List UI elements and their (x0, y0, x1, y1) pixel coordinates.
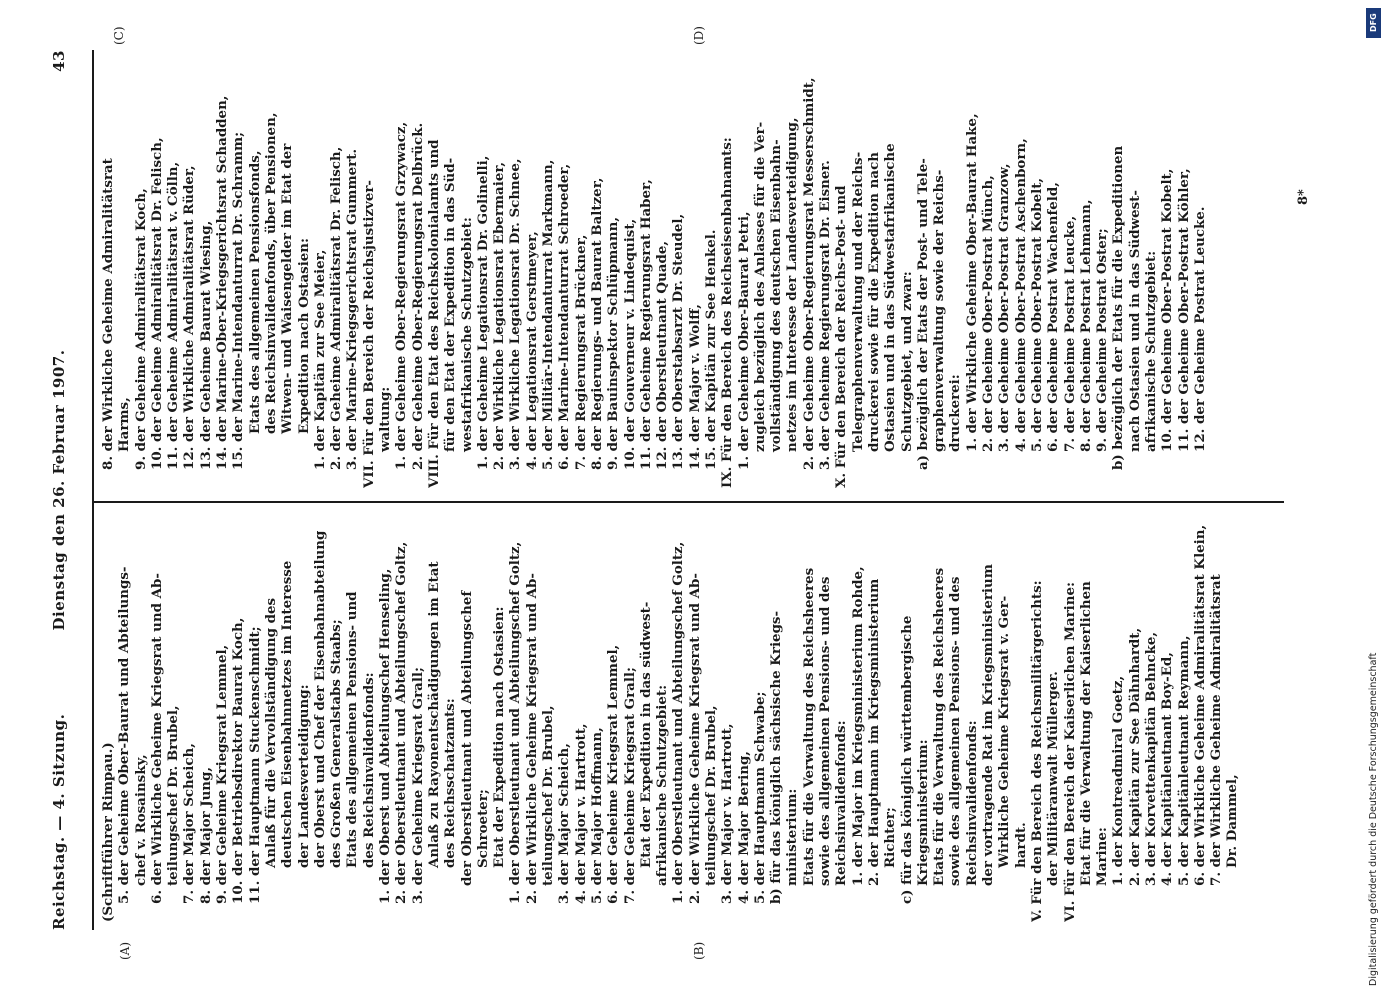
text-line: 11. der Geheime Ober-Postrat Köhler, (1175, 168, 1192, 452)
text-line: 6. der Wirkliche Geheime Admiralitätsrat Klein, (1191, 524, 1208, 886)
text-line: sowie des allgemeinen Pensions- und des (817, 576, 834, 886)
text-line: 10. der Gouverneur v. Lindequist, (621, 218, 638, 470)
text-line: Dr. Dammel, (1224, 774, 1241, 868)
text-line: b) bezüglich der Etats für die Expeditionen (1110, 145, 1127, 470)
text-line: 2. der Oberstleutnant und Abteilungschef Goltz, (393, 541, 410, 904)
text-line: 1. der Oberstleutnant und Abteilungschef Goltz, (507, 541, 524, 904)
text-line: VI. Für den Bereich der Kaiserlichen Marine: (1061, 582, 1078, 922)
text-line: der Militäranwalt Müllerger. (1045, 671, 1062, 886)
digitization-notice (1366, 6, 1382, 991)
text-line: 6. der Geheime Kriegsrat Lemmel, (605, 644, 622, 904)
text-line: 4. der Kapitänleutnant Boy-Ed, (1159, 652, 1176, 886)
text-line: 8. der Geheime Postrat Lehmann, (1077, 199, 1094, 452)
text-line: IX. Für den Bereich des Reichseisenbahnamts: (719, 137, 736, 488)
text-line: teilungschef Dr. Brubel, (540, 705, 557, 886)
text-line: 12. der Wirkliche Admiralitätsrat Rüder, (181, 165, 198, 470)
text-line: zugleich bezüglich des Anlasses für die Ver- (751, 121, 768, 452)
left-column (100, 507, 1241, 922)
text-line: b) für das königlich sächsische Kriegs- (768, 610, 785, 904)
text-line: 10. der Geheime Ober-Postrat Kobelt, (1159, 168, 1176, 452)
text-line: 6. der Marine-Intendanturrat Schroeder, (556, 163, 573, 470)
page-number: 43 (50, 50, 68, 72)
text-line: Telegraphenverwaltung und der Reichs- (849, 151, 866, 452)
text-line: 9. der Geheime Kriegsrat Lemmel, (214, 644, 231, 904)
text-line: 5. der Kapitänleutnant Reymann, (1175, 635, 1192, 886)
text-line: 9. der Geheime Admiralitätsrat Koch, (132, 188, 149, 470)
text-line: Schutzgebiet, und zwar: (898, 271, 915, 452)
text-line: der Oberstleutnant und Abteilungschef (458, 590, 475, 886)
text-line: VII. Für den Bereich der Reichsjustizver- (360, 180, 377, 488)
text-line: 3. der Marine-Kriegsgerichtsrat Gummert. (344, 148, 361, 470)
text-line: 11. der Geheime Admiralitätsrat v. Cölln, (165, 161, 182, 470)
text-line: 2. der Wirkliche Legationsrat Ebermaier, (491, 161, 508, 470)
text-line: vollständigung des deutschen Eisenbahn- (768, 139, 785, 452)
text-line: nach Ostasien und in das Südwest- (1126, 190, 1143, 452)
header-rule (92, 50, 94, 930)
text-line: teilungschef Dr. Brubel, (165, 705, 182, 886)
text-line: Etats des allgemeinen Pensionsfonds, (246, 150, 263, 434)
text-line: 1. der Kontreadmiral Goetz, (1110, 675, 1127, 886)
text-line: 10. der Betriebsdirektor Baurat Koch, (230, 617, 247, 904)
text-line: für den Etat der Expedition in das Süd- (442, 157, 459, 452)
text-line: westafrikanische Schutzgebiet: (458, 217, 475, 452)
text-line: des Reichsschatzamts: (442, 698, 459, 868)
text-line: 14. der Major v. Wolff, (686, 304, 703, 470)
text-line: 10. der Geheime Admiralitätsrat Dr. Felisch, (148, 137, 165, 470)
right-column (100, 73, 1208, 488)
text-line: teilungschef Dr. Brubel, (702, 705, 719, 886)
text-line: Ostasien und in das Südwestafrikanische (882, 143, 899, 452)
text-line: 3. der Geheime Regierungsrat Dr. Eisner. (817, 160, 834, 470)
text-line: c) für das königlich württembergische (898, 615, 915, 904)
text-line: Etat der Expedition in das südwest- (637, 601, 654, 868)
text-line: Etats für die Verwaltung des Reichsheeres (931, 567, 948, 886)
text-line: VIII. Für den Etat des Reichskolonialamts und (425, 139, 442, 488)
text-line: 1. der Geheime Ober-Baurat Petri, (735, 211, 752, 470)
margin-letter-d: (D) (692, 26, 706, 45)
text-line: Etats des allgemeinen Pensions- und (344, 591, 361, 868)
text-line: des Großen Generalstabs Staabs; (328, 619, 345, 868)
text-line: 3. der Wirkliche Legationsrat Dr. Schnee, (507, 158, 524, 470)
text-line: 1. der Major im Kriegsministerium Rohde, (849, 566, 866, 886)
text-line: Richter; (882, 807, 899, 868)
text-line: deutschen Eisenbahnnetzes im Interesse (279, 560, 296, 868)
text-line: 1. der Geheime Ober-Regierungsrat Grzywacz, (393, 121, 410, 470)
text-line: X. Für den Bereich der Reichs-Post- und (833, 185, 850, 488)
text-line: waltung: (377, 386, 394, 452)
text-line: 4. der Major v. Hartrott, (572, 723, 589, 904)
text-line: Etat für die Verwaltung der Kaiserlichen (1077, 581, 1094, 886)
text-line: afrikanische Schutzgebiet: (654, 684, 671, 886)
text-line: Expedition nach Ostasien: (295, 238, 312, 434)
text-line: 11. der Geheime Regierungsrat Haber, (637, 179, 654, 470)
text-line: druckerei sowie für die Expedition nach (865, 152, 882, 452)
text-line: des Reichsinvalidenfonds: (360, 672, 377, 868)
text-line: der Landesverteidigung: (295, 684, 312, 868)
text-line: 5. der Hauptmann Schwabe; (751, 691, 768, 904)
text-line: 4. der Legationsrat Gerstmeyer, (523, 231, 540, 470)
text-line: 15. der Marine-Intendanturrat Dr. Schramm; (230, 131, 247, 470)
text-line: 5. der Geheime Ober-Postrat Kobelt, (1028, 177, 1045, 452)
text-line: sowie des allgemeinen Pensions- und des (947, 576, 964, 886)
text-line: 8. der Regierungs- und Baurat Baltzer, (588, 177, 605, 470)
text-line: 1. der Wirkliche Geheime Ober-Baurat Hake, (963, 113, 980, 452)
text-line: 2. der Hauptmann im Kriegsministerium (865, 578, 882, 886)
dfg-logo: DFG (1366, 8, 1381, 38)
text-line: 2. der Geheime Ober-Regierungsrat Delbrück. (409, 122, 426, 470)
text-line: chef v. Rosainsky, (132, 754, 149, 886)
text-line: 6. der Wirkliche Geheime Kriegsrat und Ab- (148, 573, 165, 904)
text-line: 9. der Bauinspektor Schlüpmann, (605, 216, 622, 470)
text-line: 12. der Geheime Postrat Leucke. (1191, 206, 1208, 452)
text-line: 5. der Geheime Ober-Baurat und Abteilungs- (116, 566, 133, 904)
text-line: 5. der Major Hoffmann, (588, 727, 605, 904)
text-line: 2. der Wirkliche Geheime Kriegsrat und Ab- (686, 573, 703, 904)
text-line: Etats für die Verwaltung des Reichsheeres (800, 567, 817, 886)
text-line: 7. der Wirkliche Geheime Admiralitätsrat (1208, 574, 1225, 886)
text-line: 14. der Marine-Ober-Kriegsgerichtsrat Schadden, (214, 95, 231, 470)
text-line: 8. der Wirkliche Geheime Admiralitätsrat (100, 158, 116, 470)
text-line: 3. der Geheime Kriegsrat Grall; (409, 667, 426, 904)
text-line: Harms, (116, 397, 133, 452)
text-line: 2. der Geheime Admiralitätsrat Dr. Felisch, (328, 146, 345, 470)
text-line: 7. der Geheime Kriegsrat Grall; (621, 667, 638, 904)
text-line: Anlaß zu Rayonentschädigungen im Etat (425, 561, 442, 868)
text-line: 3. der Major v. Hartrott, (719, 723, 736, 904)
text-line: Anlaß für die Vervollständigung des (262, 597, 279, 868)
text-line: des Reichsinvalidenfonds, über Pensionen, (262, 112, 279, 434)
text-line: 5. der Militär-Intendanturrat Markmann, (540, 159, 557, 470)
sheet-signature: 8* (1296, 189, 1311, 205)
text-line: 3. der Major Scheich, (556, 743, 573, 904)
text-line: 7. der Geheime Postrat Leucke, (1061, 215, 1078, 452)
text-line: 1. der Oberst und Abteilungschef Henseling, (377, 568, 394, 904)
text-line: 4. der Geheime Ober-Postrat Aschenborn, (1012, 138, 1029, 452)
text-line: 11. der Hauptmann Stuckenschmidt; (246, 626, 263, 904)
text-line: Kriegsministerium: (914, 739, 931, 886)
text-line: 4. der Major Bering, (735, 751, 752, 904)
page-header (50, 50, 80, 930)
text-line: Reichsinvalidenfonds: (963, 720, 980, 886)
text-line: graphenverwaltung sowie der Reichs- (931, 169, 948, 452)
text-line: a) bezüglich der Etats der Post- und Tele- (914, 158, 931, 470)
header-date: Dienstag den 26. Februar 1907. (50, 349, 68, 631)
text-line: 2. der Wirkliche Geheime Kriegsrat und Ab- (523, 573, 540, 904)
text-line: Marine: (1094, 827, 1111, 886)
text-line: 7. der Regierungsrat Brückner, (572, 234, 589, 470)
text-line: ministerium: (784, 788, 801, 886)
text-line: der Oberst und Chef der Eisenbahnabteilung (311, 530, 328, 868)
margin-letter-c: (C) (112, 26, 126, 45)
text-line: Schroeter; (474, 789, 491, 868)
text-line: 9. der Geheime Postrat Oster; (1094, 228, 1111, 452)
text-line: 13. der Oberstabsarzt Dr. Steudel, (670, 213, 687, 470)
margin-letter-a: (A) (118, 941, 132, 960)
text-line: 1. der Geheime Legationsrat Dr. Golinelli, (474, 155, 491, 470)
text-line: hardt. (1012, 822, 1029, 868)
text-line: 3. der Geheime Ober-Postrat Granzow, (996, 163, 1013, 452)
text-line: V. Für den Bereich des Reichsmilitärgerichts: (1028, 580, 1045, 922)
text-line: 2. der Kapitän zur See Dähnhardt, (1126, 627, 1143, 886)
text-line: Etat der Expedition nach Ostasien: (491, 606, 508, 868)
text-line: (Schriftführer Rimpau.) (100, 742, 116, 922)
text-line: 2. der Geheime Ober-Regierungsrat Messerschmidt, (800, 77, 817, 470)
text-line: 8. der Major Jung, (197, 766, 214, 904)
column-divider (94, 501, 1284, 503)
text-line: 6. der Geheime Postrat Wachenfeld, (1045, 182, 1062, 452)
text-line: Witwen- und Waisengelder im Etat der (279, 143, 296, 434)
text-line: 15. der Kapitän zur See Henkel. (702, 229, 719, 470)
text-line: druckerei: (947, 374, 964, 452)
header-session: Reichstag. — 4. Sitzung. (50, 713, 68, 930)
notice-text: Digitalisierung gefördert durch die Deutsche Forschungsgemeinschaft (1368, 652, 1379, 986)
text-line: afrikanische Schutzgebiet: (1143, 250, 1159, 452)
text-line: 3. der Korvettenkapitän Behncke, (1143, 631, 1159, 886)
text-line: 2. der Geheime Ober-Postrat Münch, (980, 175, 997, 452)
text-line: Wirkliche Geheime Kriegsrat v. Ger- (996, 595, 1013, 868)
margin-letter-b: (B) (692, 941, 706, 960)
text-line: 12. der Oberstleutnant Quade, (654, 240, 671, 470)
text-line: 13. der Geheime Baurat Wiesing, (197, 220, 214, 470)
text-line: netzes im Interesse der Landesverteidigung, (784, 117, 801, 452)
text-line: Reichsinvalidenfonds: (833, 720, 850, 886)
text-line: der vortragende Rat im Kriegsministerium (980, 564, 997, 886)
text-line: 7. der Major Scheich, (181, 743, 198, 904)
text-line: 1. der Oberstleutnant und Abteilungschef Goltz, (670, 541, 687, 904)
text-line: 1. der Kapitän zur See Meier, (311, 249, 328, 470)
